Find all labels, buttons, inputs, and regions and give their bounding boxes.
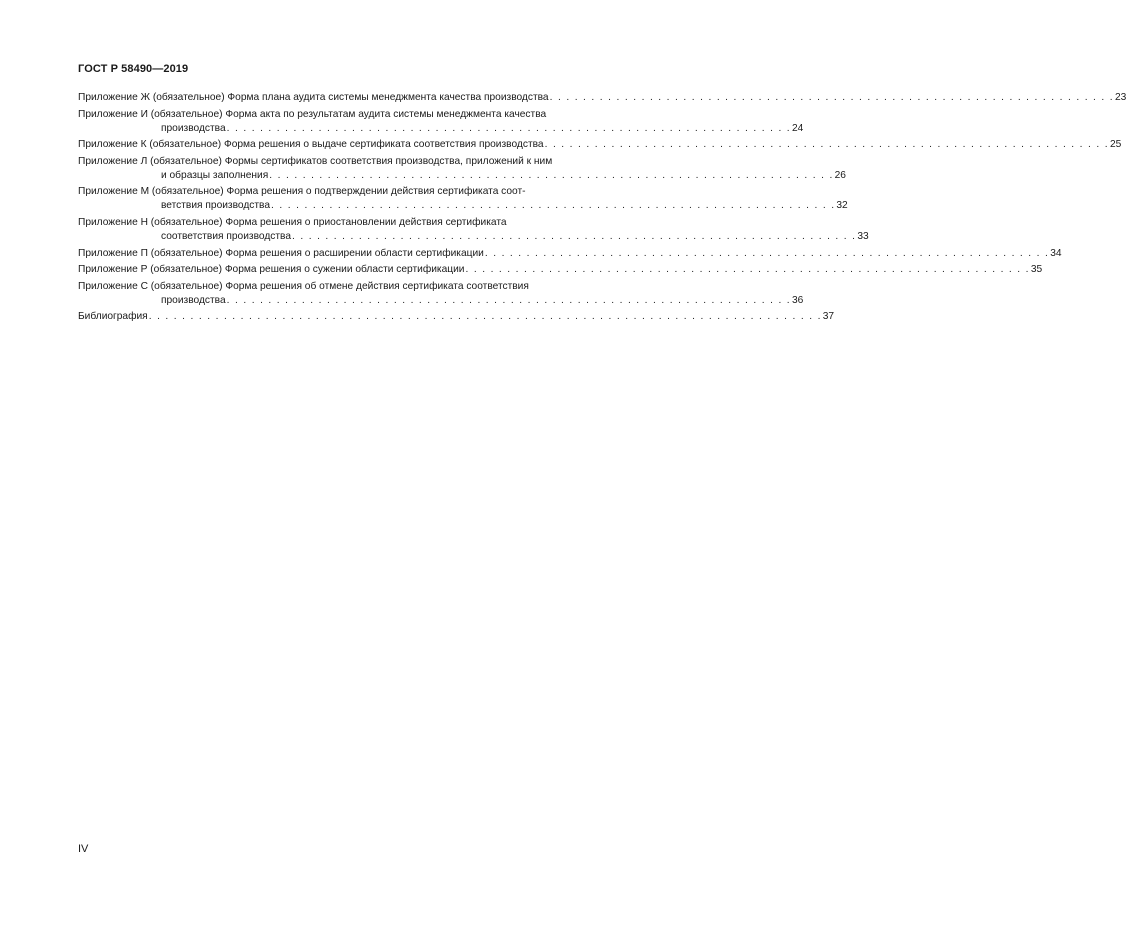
toc-page-number: 33 [857, 230, 869, 242]
leader-dots: . . . . . . . . . . . . . . . . . . . . . . . . . . . . . . . . . . . . . . . . . . . . . . . . . . . . . . . . . . . . . . . . . . . . [549, 92, 1114, 103]
leader-dots: . . . . . . . . . . . . . . . . . . . . . . . . . . . . . . . . . . . . . . . . . . . . . . . . . . . . . . . . . . . . . . . . . . . . [226, 294, 791, 306]
toc-entry-title: Библиография [78, 311, 148, 323]
document-header: ГОСТ Р 58490—2019 [78, 63, 189, 75]
toc-entry-appendix-k[interactable] [78, 138, 1122, 152]
toc-entry-title: Приложение М (обязательное) Форма решения о подтверждении действия сертификата соот- [78, 186, 526, 198]
leader-dots: . . . . . . . . . . . . . . . . . . . . . . . . . . . . . . . . . . . . . . . . . . . . . . . . . . . . . . . . . . . . . . . . . . . . [484, 247, 1050, 259]
toc-entry-title: Приложение Л (обязательное) Формы сертификатов соответствия производства, приложений к ним [78, 155, 553, 167]
toc-entry-title-cont: производства [161, 294, 226, 306]
toc-page-number: 32 [836, 200, 848, 212]
leader-dots: . . . . . . . . . . . . . . . . . . . . . . . . . . . . . . . . . . . . . . . . . . . . . . . . . . . . . . . . . . . . . . . . . . . . . . . . . . . . . . . . . [148, 311, 822, 323]
toc-entry-appendix-i[interactable] [78, 108, 804, 136]
toc-entry-title: Приложение С (обязательное) Форма решения об отмене действия сертификата соответствия [78, 280, 529, 292]
toc-entry-appendix-m[interactable] [78, 185, 848, 213]
toc-entry-appendix-r[interactable] [78, 263, 1043, 277]
leader-dots: . . . . . . . . . . . . . . . . . . . . . . . . . . . . . . . . . . . . . . . . . . . . . . . . . . . . . . . . . . . . . . . . . . . . [271, 200, 836, 212]
toc-entry-bibliography[interactable] [78, 310, 835, 324]
toc-entry-title-cont: ветствия производства [161, 200, 271, 212]
toc-page-number: 25 [1109, 139, 1122, 151]
toc-entry-appendix-n[interactable] [78, 216, 869, 244]
table-of-contents [78, 91, 1126, 327]
toc-entry-appendix-l[interactable] [78, 155, 846, 183]
toc-page-number: 35 [1030, 264, 1043, 276]
toc-entry-title-cont: соответствия производства [161, 230, 291, 242]
toc-entry-appendix-p[interactable] [78, 247, 1062, 261]
page-number-footer: IV [78, 843, 89, 855]
leader-dots: . . . . . . . . . . . . . . . . . . . . . . . . . . . . . . . . . . . . . . . . . . . . . . . . . . . . . . . . . . . . . . . . . . . . [269, 169, 834, 181]
toc-page-number: 36 [791, 294, 804, 306]
toc-entry-title: Приложение К (обязательное) Форма решения о выдаче сертификата соответствия производства [78, 139, 544, 151]
toc-page-number: 26 [834, 169, 846, 181]
leader-dots: . . . . . . . . . . . . . . . . . . . . . . . . . . . . . . . . . . . . . . . . . . . . . . . . . . . . . . . . . . . . . . . . . . . . [291, 230, 857, 242]
leader-dots: . . . . . . . . . . . . . . . . . . . . . . . . . . . . . . . . . . . . . . . . . . . . . . . . . . . . . . . . . . . . . . . . . . . . [465, 264, 1030, 276]
leader-dots: . . . . . . . . . . . . . . . . . . . . . . . . . . . . . . . . . . . . . . . . . . . . . . . . . . . . . . . . . . . . . . . . . . . . [544, 139, 1109, 151]
toc-page-number: 37 [822, 311, 835, 323]
toc-entry-title: Приложение Н (обязательное) Форма решения о приостановлении действия сертификата [78, 216, 507, 228]
toc-entry-appendix-zh[interactable] [78, 91, 1126, 105]
toc-entry-title: Приложение Р (обязательное) Форма решения о сужении области сертификации [78, 264, 465, 276]
toc-entry-title: Приложение Ж (обязательное) Форма плана аудита системы менеджмента качества производства [78, 92, 549, 103]
toc-page-number: 23 [1114, 92, 1126, 103]
toc-entry-title-cont: и образцы заполнения [161, 169, 269, 181]
leader-dots: . . . . . . . . . . . . . . . . . . . . . . . . . . . . . . . . . . . . . . . . . . . . . . . . . . . . . . . . . . . . . . . . . . . . [226, 122, 791, 134]
toc-page-number: 24 [791, 122, 804, 134]
toc-entry-appendix-s[interactable] [78, 280, 804, 308]
toc-page-number: 34 [1050, 247, 1062, 259]
toc-entry-title: Приложение И (обязательное) Форма акта по результатам аудита системы менеджмента качества [78, 108, 547, 120]
toc-entry-title-cont: производства [161, 122, 226, 134]
toc-entry-title: Приложение П (обязательное) Форма решения о расширении области сертификации [78, 247, 484, 259]
